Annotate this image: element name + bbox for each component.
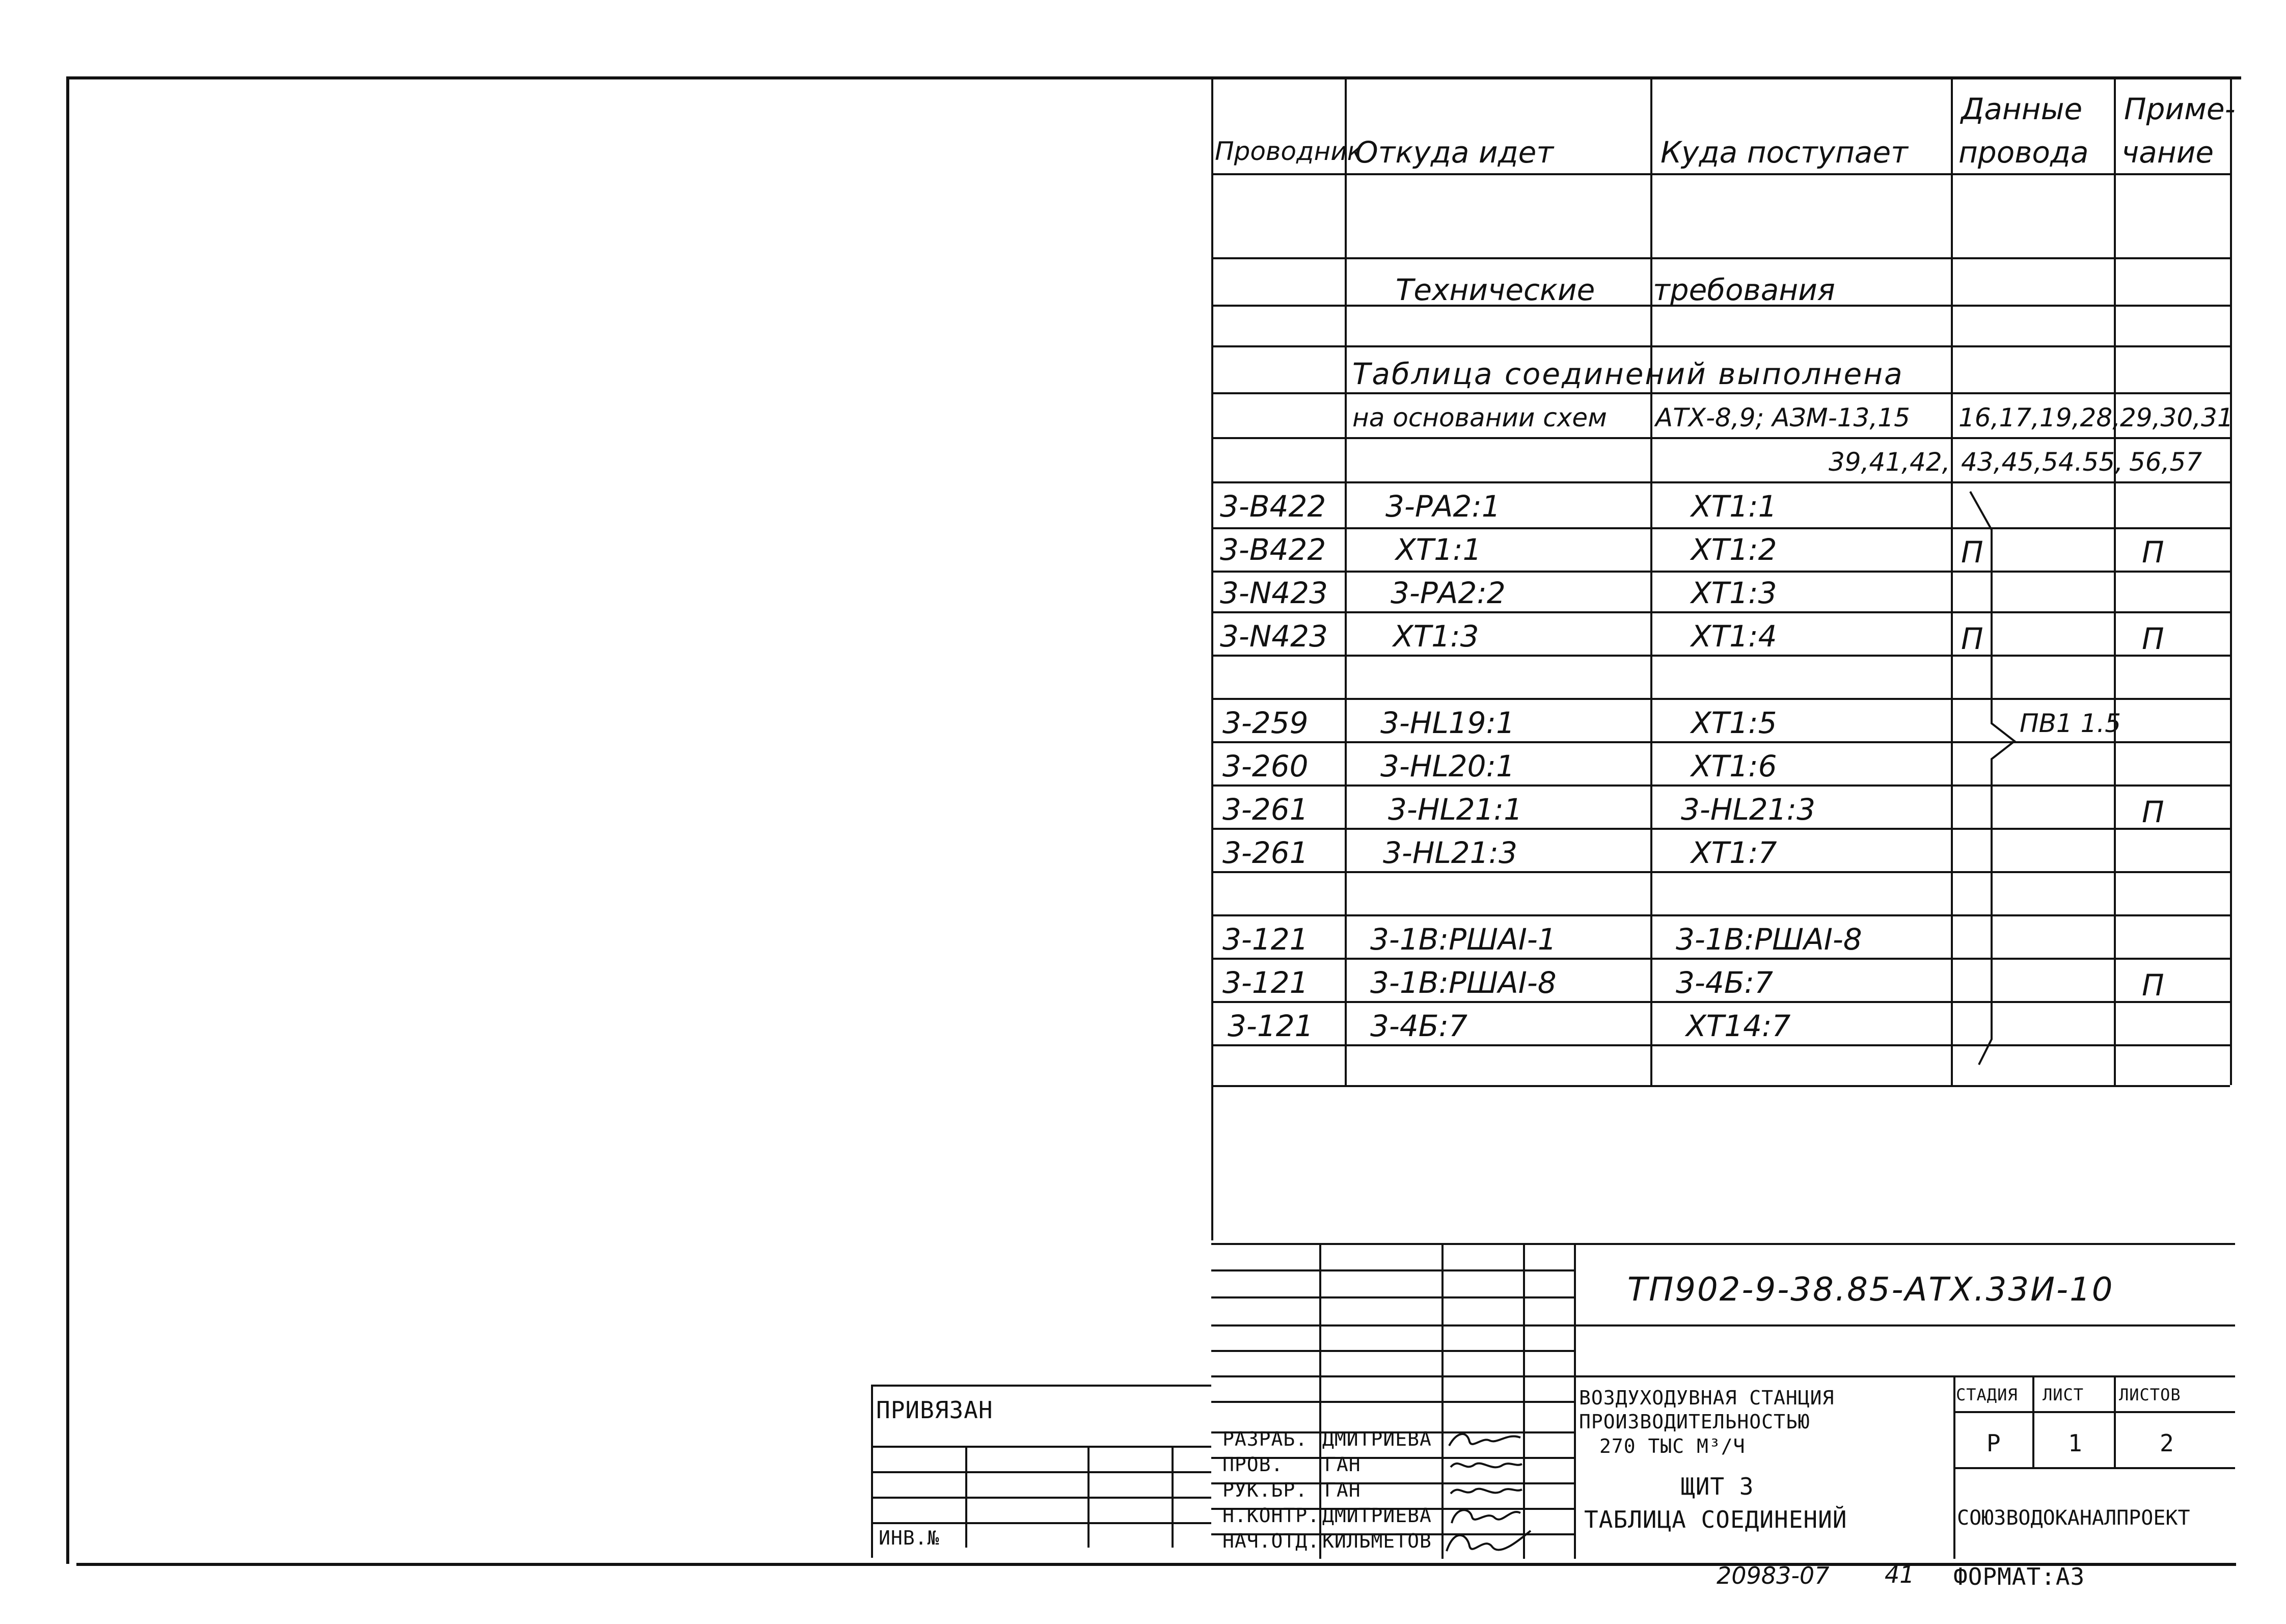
stage-bottom-line bbox=[1953, 1467, 2235, 1469]
table-col-line-4 bbox=[2114, 76, 2116, 1085]
table-row-line bbox=[1211, 1044, 2230, 1046]
cell-conductor: 3-261 bbox=[1222, 792, 1309, 827]
role-dept-head: НАЧ.ОТД. bbox=[1222, 1530, 1320, 1552]
cell-wire: П bbox=[1961, 535, 1983, 570]
stage-value: Р bbox=[1986, 1429, 2001, 1457]
table-row-line bbox=[1211, 392, 2230, 394]
stage-label: СТАДИЯ bbox=[1956, 1385, 2018, 1404]
format-label: ФОРМАТ:А3 bbox=[1953, 1563, 2085, 1590]
stage-header-line bbox=[1953, 1411, 2235, 1413]
table-row-line bbox=[1211, 784, 2230, 787]
rev-row-line bbox=[1211, 1350, 1574, 1352]
bound-row-line bbox=[871, 1522, 1211, 1524]
requirements-line2-c: 16,17,19,28, bbox=[1958, 403, 2121, 432]
cell-conductor: 3-N423 bbox=[1220, 576, 1328, 610]
requirements-title-1: Технические bbox=[1396, 273, 1595, 307]
cell-note: П bbox=[2142, 621, 2164, 656]
name-dept-head: КИЛЬМЕТОВ bbox=[1322, 1530, 1432, 1552]
cell-to: ХТ1:4 bbox=[1691, 619, 1777, 654]
signature-dept-head bbox=[1441, 1526, 1533, 1561]
name-checker: ГАН bbox=[1324, 1453, 1361, 1476]
bound-col-line bbox=[1172, 1446, 1174, 1548]
table-row-line bbox=[1211, 173, 2230, 175]
project-line3: 270 ТЫС М³/Ч bbox=[1599, 1435, 1746, 1457]
requirements-title-2: требования bbox=[1653, 273, 1835, 307]
cell-from: ХТ1:3 bbox=[1393, 619, 1479, 654]
table-row-line bbox=[1211, 1001, 2230, 1003]
table-col-line-1 bbox=[1345, 76, 1347, 1085]
cell-to: ХТ1:7 bbox=[1691, 835, 1777, 870]
cell-from: 3-РА2:2 bbox=[1391, 576, 1506, 610]
name-norm-control: ДМИТРИЕВА bbox=[1322, 1504, 1432, 1527]
requirements-line3-b: 43,45,54.55, bbox=[1961, 447, 2124, 477]
bound-row-line bbox=[871, 1446, 1211, 1448]
cell-from: 3-HL20:1 bbox=[1380, 749, 1515, 783]
page-number: 41 bbox=[1885, 1561, 1915, 1588]
table-col-line-5 bbox=[2230, 76, 2232, 1085]
project-left-line bbox=[1574, 1324, 1576, 1559]
cell-to: ХТ1:1 bbox=[1691, 489, 1777, 524]
cell-from: 3-РА2:1 bbox=[1385, 489, 1501, 524]
cell-conductor: 3-121 bbox=[1222, 965, 1309, 1000]
cell-from: 3-4Б:7 bbox=[1370, 1009, 1467, 1043]
table-row-line bbox=[1211, 698, 2230, 700]
table-row-line bbox=[1211, 527, 2230, 529]
signature-checker bbox=[1447, 1452, 1523, 1477]
table-row-line bbox=[1211, 958, 2230, 960]
header-conductor: Проводник bbox=[1215, 137, 1363, 166]
signature-norm-control bbox=[1447, 1503, 1523, 1528]
table-row-line bbox=[1211, 655, 2230, 657]
sheet-value: 1 bbox=[2068, 1429, 2083, 1457]
cell-wire: П bbox=[1961, 621, 1983, 656]
signature-developer bbox=[1447, 1426, 1523, 1452]
role-developer: РАЗРАБ. bbox=[1222, 1428, 1308, 1450]
wire-spec-label: ПВ1 1.5 bbox=[2020, 709, 2121, 738]
frame-left-border bbox=[66, 76, 69, 1564]
cell-to: ХТ1:5 bbox=[1691, 706, 1777, 740]
cell-from: 3-HL21:1 bbox=[1388, 792, 1523, 827]
requirements-line2-a: на основании схем bbox=[1352, 403, 1607, 432]
cell-conductor: 3-259 bbox=[1222, 706, 1309, 740]
signature-team-lead bbox=[1447, 1477, 1523, 1503]
requirements-line3-c: 56,57 bbox=[2129, 447, 2202, 477]
cell-from: ХТ1:1 bbox=[1396, 532, 1482, 567]
cell-conductor: 3-В422 bbox=[1220, 532, 1326, 567]
rev-row-line bbox=[1211, 1243, 2235, 1245]
sheets-value: 2 bbox=[2160, 1429, 2174, 1457]
cell-to: ХТ1:2 bbox=[1691, 532, 1777, 567]
rev-row-line bbox=[1211, 1296, 1574, 1298]
wire-spec-bracket bbox=[1966, 484, 2027, 1075]
cell-to: ХТ1:6 bbox=[1691, 749, 1777, 783]
table-col-line-2 bbox=[1650, 76, 1652, 1085]
sheet-title-1: ЩИТ 3 bbox=[1681, 1473, 1754, 1500]
requirements-line2-b: АТХ-8,9; АЗМ-13,15 bbox=[1655, 403, 1910, 432]
table-row-line bbox=[1211, 871, 2230, 873]
role-checker: ПРОВ. bbox=[1222, 1453, 1284, 1476]
name-developer: ДМИТРИЕВА bbox=[1322, 1428, 1432, 1450]
table-row-line bbox=[1211, 828, 2230, 830]
archive-number: 20983-07 bbox=[1717, 1562, 1830, 1589]
table-col-line-0 bbox=[1211, 76, 1213, 1240]
sheet-label: ЛИСТ bbox=[2043, 1385, 2084, 1404]
cell-from: 3-HL19:1 bbox=[1380, 706, 1515, 740]
rev-row-line bbox=[1211, 1375, 2235, 1377]
cell-conductor: 3-121 bbox=[1228, 1009, 1314, 1043]
bound-top-line bbox=[871, 1385, 1211, 1387]
bound-label: ПРИВЯЗАН bbox=[876, 1396, 993, 1424]
role-norm-control: Н.КОНТР. bbox=[1222, 1504, 1320, 1527]
organization: СОЮЗВОДОКАНАЛПРОЕКТ bbox=[1957, 1506, 2190, 1530]
header-to: Куда поступает bbox=[1661, 135, 1908, 170]
table-row-line bbox=[1211, 571, 2230, 573]
frame-top-border bbox=[66, 76, 2241, 79]
inv-label: ИНВ.№ bbox=[879, 1527, 940, 1549]
bound-col-line bbox=[1087, 1446, 1090, 1548]
project-line1: ВОЗДУХОДУВНАЯ СТАНЦИЯ bbox=[1579, 1387, 1835, 1409]
header-note-2: чание bbox=[2121, 135, 2214, 170]
rev-row-line bbox=[1211, 1324, 2235, 1327]
cell-conductor: 3-260 bbox=[1222, 749, 1309, 783]
cell-from: 3-1В:РШАI-1 bbox=[1370, 922, 1557, 957]
bound-row-line bbox=[871, 1471, 1211, 1473]
cell-to: 3-4Б:7 bbox=[1676, 965, 1773, 1000]
role-team-lead: РУК.БР. bbox=[1222, 1479, 1308, 1501]
table-row-line bbox=[1211, 257, 2230, 259]
bound-col-line bbox=[965, 1446, 967, 1548]
cell-from: 3-HL21:3 bbox=[1383, 835, 1518, 870]
sheets-label: ЛИСТОВ bbox=[2119, 1385, 2181, 1404]
header-wire-data-1: Данные bbox=[1961, 92, 2083, 126]
sheet-title-2: ТАБЛИЦА СОЕДИНЕНИЙ bbox=[1584, 1506, 1847, 1533]
cell-from: 3-1В:РШАI-8 bbox=[1370, 965, 1557, 1000]
table-row-line bbox=[1211, 1085, 2230, 1087]
cell-to: ХТ1:3 bbox=[1691, 576, 1777, 610]
rev-row-line bbox=[1211, 1401, 1574, 1403]
cell-conductor: 3-121 bbox=[1222, 922, 1309, 957]
project-line2: ПРОИЗВОДИТЕЛЬНОСТЬЮ bbox=[1579, 1411, 1810, 1433]
bound-row-line bbox=[871, 1497, 1211, 1499]
table-row-line bbox=[1211, 741, 2230, 743]
requirements-line2-d: 29,30,31 bbox=[2120, 403, 2234, 432]
table-row-line bbox=[1211, 345, 2230, 347]
doc-code: ТП902-9-38.85-АТХ.33И-10 bbox=[1627, 1271, 2114, 1309]
cell-note: П bbox=[2142, 968, 2164, 1003]
requirements-line3-a: 39,41,42, bbox=[1829, 447, 1950, 477]
name-team-lead: ГАН bbox=[1324, 1479, 1361, 1501]
cell-conductor: 3-261 bbox=[1222, 835, 1309, 870]
table-row-line bbox=[1211, 611, 2230, 613]
requirements-line1: Таблица соединений выполнена bbox=[1352, 357, 1904, 391]
cell-conductor: 3-В422 bbox=[1220, 489, 1326, 524]
header-note-1: Приме- bbox=[2124, 92, 2236, 126]
table-row-line bbox=[1211, 437, 2230, 439]
table-row-line bbox=[1211, 481, 2230, 483]
header-from: Откуда идет bbox=[1355, 135, 1554, 170]
cell-note: П bbox=[2142, 795, 2164, 829]
rev-row-line bbox=[1211, 1269, 1574, 1271]
sheet-col-line bbox=[2032, 1375, 2034, 1467]
cell-to: 3-HL21:3 bbox=[1681, 792, 1816, 827]
cell-to: 3-1В:РШАI-8 bbox=[1676, 922, 1862, 957]
cell-conductor: 3-N423 bbox=[1220, 619, 1328, 654]
cell-to: ХТ14:7 bbox=[1686, 1009, 1791, 1043]
table-row-line bbox=[1211, 914, 2230, 916]
header-wire-data-2: провода bbox=[1958, 135, 2089, 170]
cell-note: П bbox=[2142, 535, 2164, 570]
sheets-col-line bbox=[2114, 1375, 2116, 1467]
table-col-line-3 bbox=[1951, 76, 1953, 1085]
